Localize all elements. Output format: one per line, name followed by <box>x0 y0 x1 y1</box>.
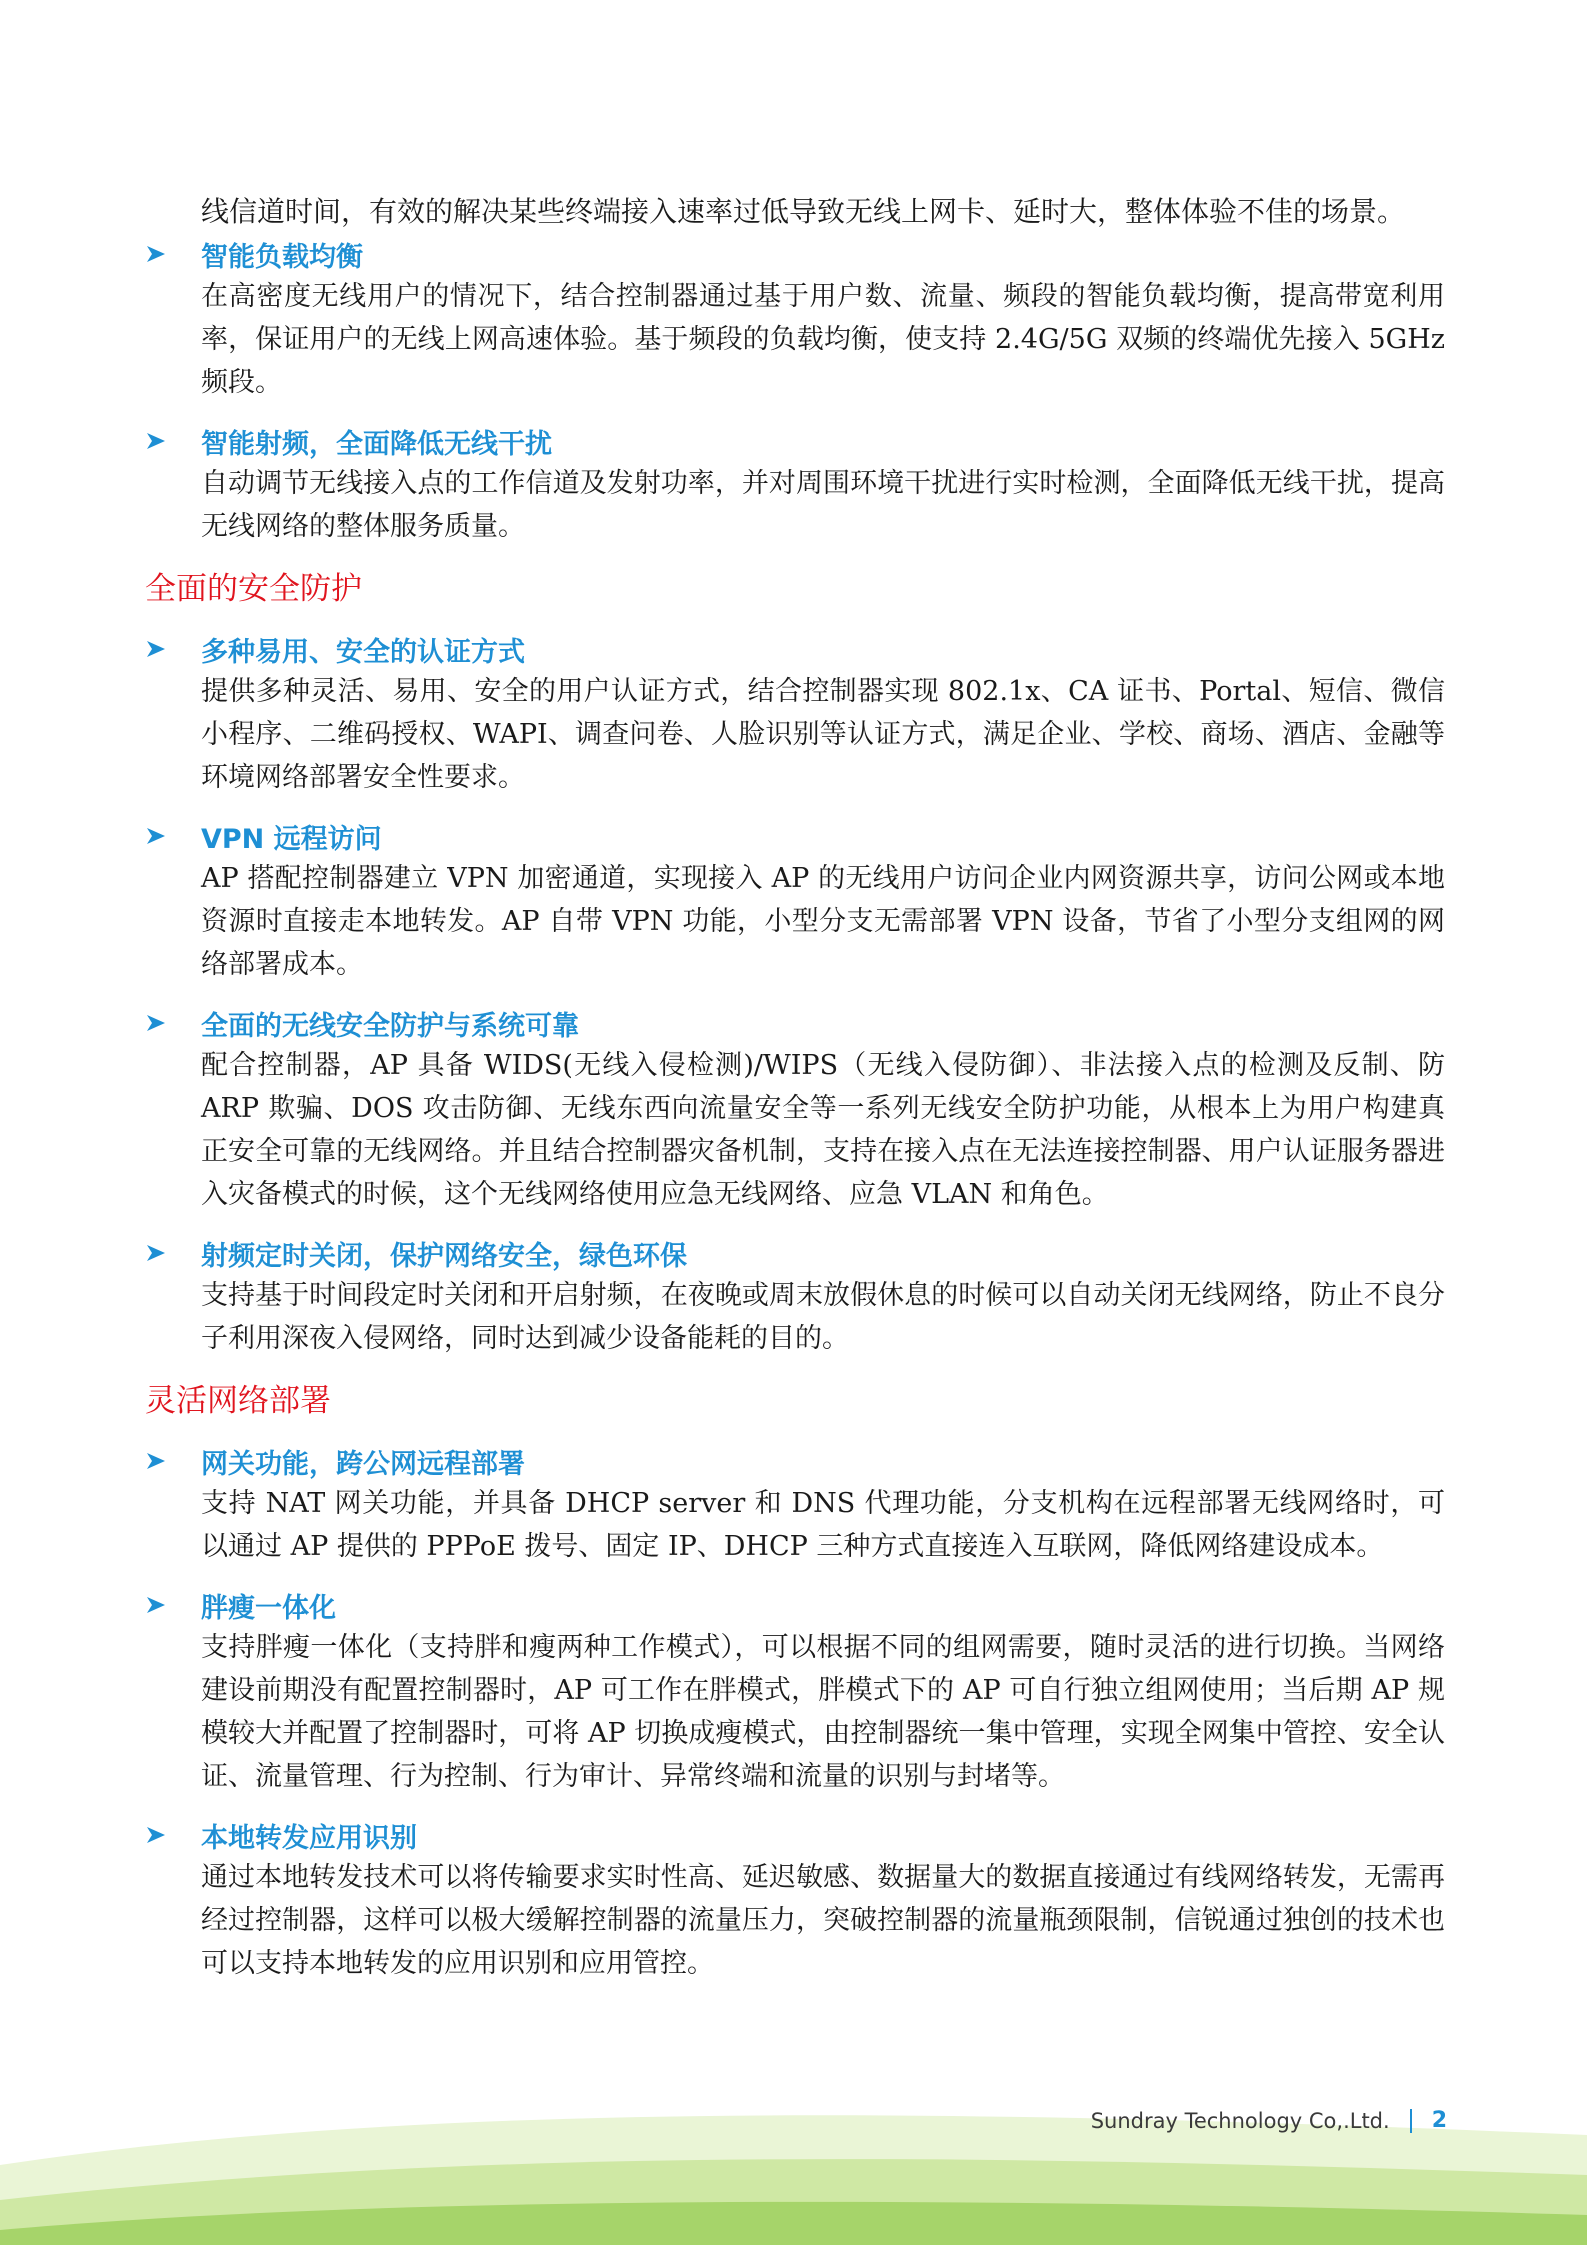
feature-title: 多种易用、安全的认证方式 <box>201 636 525 668</box>
feature-item <box>145 233 1445 404</box>
arrow-bullet-icon <box>145 1014 201 1032</box>
feature-title: 射频定时关闭，保护网络安全，绿色环保 <box>201 1240 687 1272</box>
feature-head <box>145 1440 1445 1482</box>
intro-continuation: 线信道时间，有效的解决某些终端接入速率过低导致无线上网卡、延时大，整体体验不佳的场景。 <box>201 195 1406 228</box>
feature-head <box>145 1002 1445 1044</box>
feature-title: VPN 远程访问 <box>201 823 382 855</box>
section-heading: 灵活网络部署 <box>145 1383 331 1419</box>
feature-item <box>145 1440 1445 1568</box>
feature-head <box>145 815 1445 857</box>
feature-body: 支持 NAT 网关功能，并具备 DHCP server 和 DNS 代理功能，分支机构在远程部署无线网络时，可以通过 AP 提供的 PPPoE 拨号、固定 IP、DHCP 三种方式直接连入互联网，降低网络建设成本。 <box>201 1488 1445 1562</box>
feature-head <box>145 420 1445 462</box>
arrow-bullet-icon <box>145 1452 201 1470</box>
feature-item <box>145 420 1445 548</box>
page-content <box>145 190 1445 2001</box>
feature-item <box>145 1002 1445 1216</box>
arrow-bullet-icon <box>145 1596 201 1614</box>
feature-title: 本地转发应用识别 <box>201 1822 417 1854</box>
feature-title: 智能负载均衡 <box>201 241 363 273</box>
feature-body: 在高密度无线用户的情况下，结合控制器通过基于用户数、流量、频段的智能负载均衡，提高带宽利用率，保证用户的无线上网高速体验。基于频段的负载均衡，使支持 2.4G/5G 双频的终端优先接入 5GHz 频段。 <box>201 281 1445 398</box>
feature-body: 通过本地转发技术可以将传输要求实时性高、延迟敏感、数据量大的数据直接通过有线网络转发，无需再经过控制器，这样可以极大缓解控制器的流量压力，突破控制器的流量瓶颈限制，信锐通过独创的技术也可以支持本地转发的应用识别和应用管控。 <box>201 1862 1445 1979</box>
arrow-bullet-icon <box>145 1244 201 1262</box>
feature-title: 胖瘦一体化 <box>201 1592 336 1624</box>
arrow-bullet-icon <box>145 640 201 658</box>
feature-item <box>145 1814 1445 1985</box>
feature-head <box>145 233 1445 275</box>
footer-company: Sundray Technology Co,.Ltd. <box>1090 2108 1390 2133</box>
section-heading: 全面的安全防护 <box>145 571 362 607</box>
feature-body: AP 搭配控制器建立 VPN 加密通道，实现接入 AP 的无线用户访问企业内网资源共享，访问公网或本地资源时直接走本地转发。AP 自带 VPN 功能，小型分支无需部署 VPN 设备，节省了小型分支组网的网络部署成本。 <box>201 863 1445 980</box>
feature-head <box>145 1814 1445 1856</box>
feature-head <box>145 1584 1445 1626</box>
page-footer <box>1091 2108 1447 2133</box>
feature-title: 网关功能，跨公网远程部署 <box>201 1448 525 1480</box>
feature-body: 配合控制器，AP 具备 WIDS(无线入侵检测)/WIPS（无线入侵防御）、非法接入点的检测及反制、防 ARP 欺骗、DOS 攻击防御、无线东西向流量安全等一系列无线安全防护功能，从根本上为用户构建真正安全可靠的无线网络。并且结合控制器灾备机制，支持在接入点在无法连接控制器、用户认证服务器进入灾备模式的时候，这个无线网络使用应急无线网络、应急 VLAN 和角色。 <box>201 1050 1445 1210</box>
feature-item <box>145 628 1445 799</box>
arrow-bullet-icon <box>145 432 201 450</box>
feature-title: 智能射频，全面降低无线干扰 <box>201 428 552 460</box>
feature-item <box>145 1232 1445 1360</box>
sections-container <box>145 233 1445 1985</box>
feature-body: 自动调节无线接入点的工作信道及发射功率，并对周围环境干扰进行实时检测，全面降低无线干扰，提高无线网络的整体服务质量。 <box>201 468 1445 542</box>
footer-divider <box>1410 2109 1412 2133</box>
feature-body: 支持胖瘦一体化（支持胖和瘦两种工作模式），可以根据不同的组网需要，随时灵活的进行切换。当网络建设前期没有配置控制器时，AP 可工作在胖模式，胖模式下的 AP 可自行独立组网使用；当后期 AP 规模较大并配置了控制器时，可将 AP 切换成瘦模式，由控制器统一集中管理，实现全网集中管控、安全认证、流量管理、行为控制、行为审计、异常终端和流量的识别与封堵等。 <box>201 1632 1445 1792</box>
feature-item <box>145 815 1445 986</box>
page-number: 2 <box>1431 2108 1447 2133</box>
feature-title: 全面的无线安全防护与系统可靠 <box>201 1010 579 1042</box>
feature-body: 提供多种灵活、易用、安全的用户认证方式，结合控制器实现 802.1x、CA 证书、Portal、短信、微信小程序、二维码授权、WAPI、调查问卷、人脸识别等认证方式，满足企业、学校、商场、酒店、金融等环境网络部署安全性要求。 <box>201 676 1445 793</box>
arrow-bullet-icon <box>145 827 201 845</box>
arrow-bullet-icon <box>145 1826 201 1844</box>
feature-head <box>145 628 1445 670</box>
feature-item <box>145 1584 1445 1798</box>
arrow-bullet-icon <box>145 245 201 263</box>
feature-head <box>145 1232 1445 1274</box>
feature-body: 支持基于时间段定时关闭和开启射频，在夜晚或周末放假休息的时候可以自动关闭无线网络，防止不良分子利用深夜入侵网络，同时达到减少设备能耗的目的。 <box>201 1280 1445 1354</box>
